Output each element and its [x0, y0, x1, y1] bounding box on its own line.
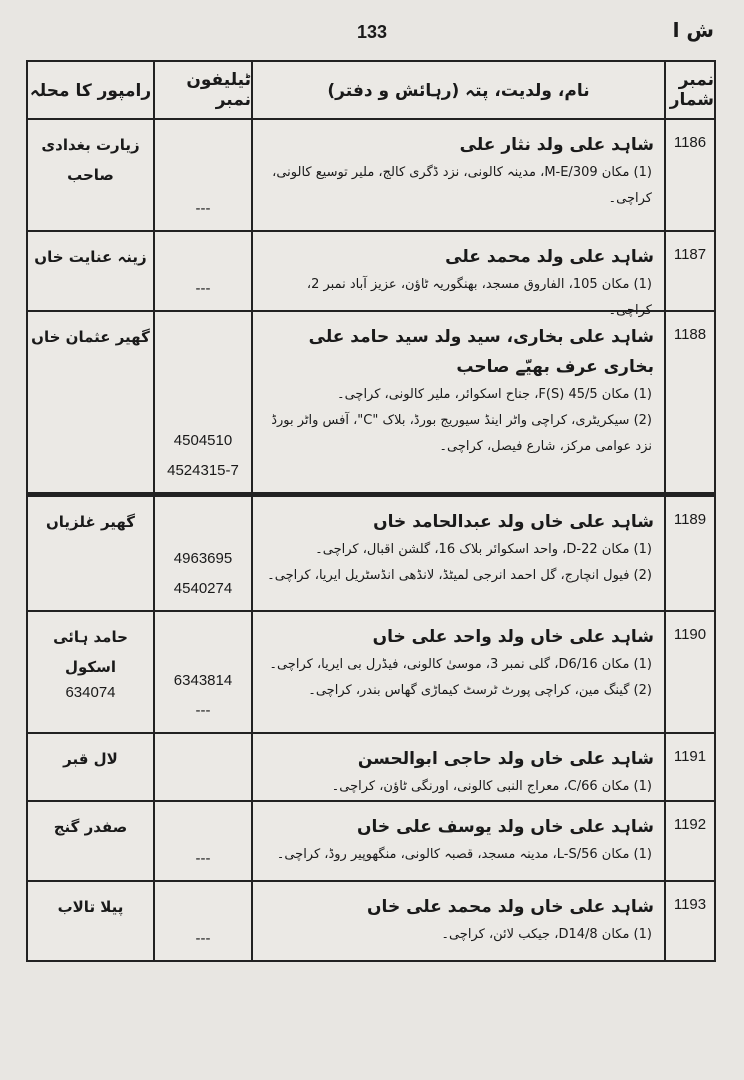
table-row: [28, 120, 714, 232]
phone-cell: [155, 734, 253, 800]
table-row: [28, 802, 714, 882]
address-line: (2) گینگ مین، کراچی پورٹ ٹرسٹ کیماڑی گھاس بندر، کراچی۔: [308, 683, 652, 698]
table-row: [28, 612, 714, 734]
address-line: (1) مکان 45/5 F(S)، جناح اسکوائر، ملیر کالونی، کراچی۔: [336, 387, 652, 402]
phone-number: 4504510: [173, 432, 233, 449]
header-name: نام، ولدیت، پتہ (رہائش و دفتر): [253, 62, 666, 118]
area-cell: [28, 882, 155, 960]
serial-number: 1186: [673, 134, 707, 151]
name-address-cell: [253, 232, 666, 318]
area-phone: 634074: [65, 684, 116, 701]
address-line: (1) مکان M-E/309، مدینہ کالونی، نزد ڈگری کالج، ملیر توسیع کالونی، کراچی۔: [272, 165, 652, 206]
address-line: (1) مکان 105، الفاروق مسجد، بھنگوریہ ٹاؤن، عزیز آباد نمبر 2، کراچی۔: [306, 277, 652, 318]
area-cell: [28, 497, 155, 610]
phone-number: ---: [195, 850, 211, 867]
registry-table: [26, 60, 716, 962]
serial-number: 1190: [673, 626, 707, 643]
serial-number: 1191: [673, 748, 707, 765]
name-address-cell: [253, 882, 666, 960]
area-cell: [28, 612, 155, 732]
area-name: صفدر گنج: [53, 818, 128, 836]
serial-number: 1189: [673, 511, 707, 528]
name-address-cell: [253, 120, 666, 230]
phone-cell: [155, 612, 253, 732]
header-serial: نمبر شمار: [669, 70, 714, 110]
area-cell: [28, 232, 155, 310]
person-name: شاہد علی خاں ولد واحد علی خاں: [372, 627, 654, 647]
serial-number: 1193: [673, 896, 707, 913]
person-name: شاہد علی ولد نثار علی: [459, 135, 654, 155]
phone-number: 4963695: [173, 550, 233, 567]
phone-cell: [155, 120, 253, 230]
address-line: (1) مکان L-S/56، مدینہ مسجد، قصبہ کالونی، منگھوپیر روڈ، کراچی۔: [276, 847, 652, 862]
person-name: شاہد علی خاں ولد محمد علی خاں: [367, 897, 654, 917]
phone-number: ---: [195, 280, 211, 297]
name-address-cell: [253, 612, 666, 732]
area-cell: [28, 120, 155, 230]
phone-number: ---: [195, 930, 211, 947]
phone-cell: [155, 232, 253, 310]
name-address-cell: [253, 802, 666, 880]
person-name: شاہد علی خاں ولد حاجی ابوالحسن: [357, 749, 654, 769]
area-name: پیلا تالاب: [57, 898, 124, 916]
name-address-cell: [253, 734, 666, 800]
address-line: (2) فیول انچارج، گل احمد انرجی لمیٹڈ، لانڈھی انڈسٹریل ایریا، کراچی۔: [267, 568, 652, 583]
table-row: [28, 734, 714, 802]
address-line: (1) مکان C/66، معراج النبی کالونی، اورنگی ٹاؤن، کراچی۔: [331, 779, 652, 794]
serial-number: 1188: [673, 326, 707, 343]
serial-number: 1192: [673, 816, 707, 833]
person-name: شاہد علی بخاری، سید ولد سید حامد علی بخاری عرف بھیّے صاحب: [308, 327, 654, 377]
phone-number: 6343814: [173, 672, 233, 689]
phone-number: ---: [195, 702, 211, 719]
table-header-row: [28, 62, 714, 120]
person-name: شاہد علی خاں ولد یوسف علی خاں: [357, 817, 654, 837]
area-cell: [28, 734, 155, 800]
phone-cell: [155, 312, 253, 492]
table-row: [28, 232, 714, 318]
area-name: گھیر غلزیاں: [45, 513, 136, 531]
address-line: (1) مکان D6/16، گلی نمبر 3، موسیٰ کالونی، فیڈرل بی ایریا، کراچی۔: [269, 657, 652, 672]
address-line: (1) مکان D-22، واحد اسکوائر بلاک 16، گلشن اقبال، کراچی۔: [315, 542, 652, 557]
table-row: [28, 882, 714, 960]
header-phone: ٹیلیفون نمبر: [155, 62, 253, 118]
area-name: حامد ہائی اسکول: [53, 628, 128, 676]
area-cell: [28, 312, 155, 492]
header-area: رامپور کا محلہ: [28, 62, 155, 118]
phone-cell: [155, 882, 253, 960]
table-row: [28, 494, 714, 612]
phone-number: 4540274: [173, 580, 233, 597]
table-body: [28, 120, 714, 960]
phone-cell: [155, 497, 253, 610]
area-name: زیارت بغدادی صاحب: [41, 136, 140, 184]
table-row: [28, 312, 714, 494]
person-name: شاہد علی خاں ولد عبدالحامد خاں: [373, 512, 654, 532]
phone-cell: [155, 802, 253, 880]
address-line: (2) سیکریٹری، کراچی واٹر اینڈ سیوریج بورڈ، بلاک "C"، آفس واٹر بورڈ نزد عوامی مرکز، شارع فیصل، کراچی۔: [271, 413, 652, 454]
person-name: شاہد علی ولد محمد علی: [445, 247, 654, 267]
area-name: گھیر عثمان خاں: [31, 328, 150, 346]
area-cell: [28, 802, 155, 880]
name-address-cell: [253, 312, 666, 492]
serial-number: 1187: [673, 246, 707, 263]
address-line: (1) مکان D14/8، جیکب لائن، کراچی۔: [441, 927, 652, 942]
phone-number: ---: [195, 200, 211, 217]
area-name: زینہ عنایت خاں: [34, 248, 147, 266]
phone-number: 4524315-7: [167, 462, 239, 479]
page-corner-mark: ش ا: [672, 18, 714, 42]
area-name: لال قبر: [63, 750, 118, 768]
name-address-cell: [253, 497, 666, 610]
page-number: 133: [356, 22, 388, 42]
